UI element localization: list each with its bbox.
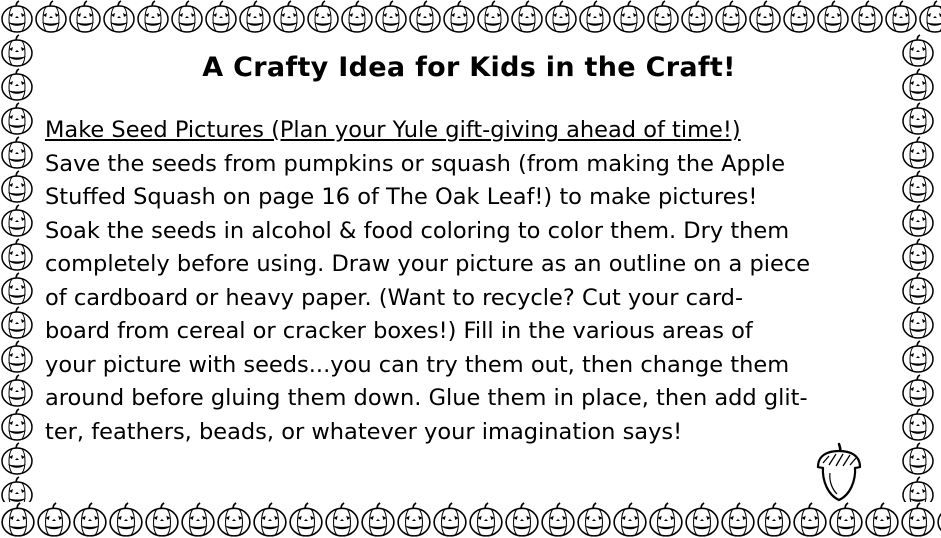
body-line: Save the seeds from pumpkins or squash (from making the Apple xyxy=(45,150,786,177)
jack-o-lantern-icon xyxy=(102,0,136,34)
jack-o-lantern-icon xyxy=(0,374,34,408)
pumpkin-border-right xyxy=(901,34,941,502)
jack-o-lantern-icon xyxy=(68,0,102,34)
jack-o-lantern-icon xyxy=(828,502,864,538)
jack-o-lantern-icon xyxy=(306,0,340,34)
jack-o-lantern-icon xyxy=(0,476,34,502)
body-line: completely before using. Draw your picture as an outline on a piece xyxy=(45,251,811,277)
jack-o-lantern-icon xyxy=(0,0,34,34)
jack-o-lantern-icon xyxy=(578,0,612,34)
body-line: board from cereal or cracker boxes!) Fill in the various areas of xyxy=(45,318,753,344)
jack-o-lantern-icon xyxy=(216,502,252,538)
jack-o-lantern-icon xyxy=(918,0,941,34)
jack-o-lantern-icon xyxy=(252,502,288,538)
jack-o-lantern-icon xyxy=(0,306,34,340)
jack-o-lantern-icon xyxy=(901,306,935,340)
jack-o-lantern-icon xyxy=(901,476,935,502)
jack-o-lantern-icon xyxy=(408,0,442,34)
jack-o-lantern-icon xyxy=(272,0,306,34)
jack-o-lantern-icon xyxy=(136,0,170,34)
jack-o-lantern-icon xyxy=(0,170,34,204)
jack-o-lantern-icon xyxy=(72,502,108,538)
body-line: of cardboard or heavy paper. (Want to recycle? Cut your card- xyxy=(45,284,744,311)
jack-o-lantern-icon xyxy=(510,0,544,34)
jack-o-lantern-icon xyxy=(36,502,72,538)
jack-o-lantern-icon xyxy=(748,0,782,34)
jack-o-lantern-icon xyxy=(442,0,476,34)
jack-o-lantern-icon xyxy=(0,340,34,374)
jack-o-lantern-icon xyxy=(544,0,578,34)
jack-o-lantern-icon xyxy=(901,442,935,476)
jack-o-lantern-icon xyxy=(901,374,935,408)
jack-o-lantern-icon xyxy=(782,0,816,34)
jack-o-lantern-icon xyxy=(204,0,238,34)
jack-o-lantern-icon xyxy=(901,408,935,442)
jack-o-lantern-icon xyxy=(864,502,900,538)
body-line: Stuffed Squash on page 16 of The Oak Leaf!) to make pictures! xyxy=(45,184,758,210)
jack-o-lantern-icon xyxy=(180,502,216,538)
jack-o-lantern-icon xyxy=(468,502,504,538)
jack-o-lantern-icon xyxy=(612,502,648,538)
jack-o-lantern-icon xyxy=(850,0,884,34)
jack-o-lantern-icon xyxy=(0,68,34,102)
body-line: around before gluing them down. Glue them in place, then add glit- xyxy=(45,385,808,411)
jack-o-lantern-icon xyxy=(0,238,34,272)
jack-o-lantern-icon xyxy=(901,102,935,136)
jack-o-lantern-icon xyxy=(901,136,935,170)
jack-o-lantern-icon xyxy=(612,0,646,34)
jack-o-lantern-icon xyxy=(648,502,684,538)
jack-o-lantern-icon xyxy=(576,502,612,538)
jack-o-lantern-icon xyxy=(936,502,941,538)
content-area xyxy=(40,40,898,500)
jack-o-lantern-icon xyxy=(680,0,714,34)
body-text xyxy=(45,114,895,449)
jack-o-lantern-icon xyxy=(0,502,36,538)
pumpkin-border-top xyxy=(0,0,941,34)
body-line: ter, feathers, beads, or whatever your imagination says! xyxy=(45,418,683,445)
jack-o-lantern-icon xyxy=(901,272,935,306)
jack-o-lantern-icon xyxy=(0,136,34,170)
jack-o-lantern-icon xyxy=(884,0,918,34)
jack-o-lantern-icon xyxy=(476,0,510,34)
jack-o-lantern-icon xyxy=(720,502,756,538)
jack-o-lantern-icon xyxy=(684,502,720,538)
jack-o-lantern-icon xyxy=(901,340,935,374)
jack-o-lantern-icon xyxy=(0,34,34,68)
acorn-icon xyxy=(814,441,864,503)
jack-o-lantern-icon xyxy=(646,0,680,34)
jack-o-lantern-icon xyxy=(901,204,935,238)
jack-o-lantern-icon xyxy=(238,0,272,34)
jack-o-lantern-icon xyxy=(0,204,34,238)
section-heading: Make Seed Pictures (Plan your Yule gift-giving ahead of time!) xyxy=(45,117,741,143)
jack-o-lantern-icon xyxy=(901,34,935,68)
jack-o-lantern-icon xyxy=(792,502,828,538)
jack-o-lantern-icon xyxy=(34,0,68,34)
jack-o-lantern-icon xyxy=(900,502,936,538)
pumpkin-border-bottom xyxy=(0,502,941,538)
jack-o-lantern-icon xyxy=(0,272,34,306)
jack-o-lantern-icon xyxy=(901,68,935,102)
jack-o-lantern-icon xyxy=(901,170,935,204)
jack-o-lantern-icon xyxy=(108,502,144,538)
jack-o-lantern-icon xyxy=(360,502,396,538)
jack-o-lantern-icon xyxy=(816,0,850,34)
jack-o-lantern-icon xyxy=(144,502,180,538)
jack-o-lantern-icon xyxy=(0,102,34,136)
body-line: your picture with seeds...you can try them out, then change them xyxy=(45,351,790,378)
jack-o-lantern-icon xyxy=(340,0,374,34)
jack-o-lantern-icon xyxy=(901,238,935,272)
jack-o-lantern-icon xyxy=(288,502,324,538)
jack-o-lantern-icon xyxy=(540,502,576,538)
jack-o-lantern-icon xyxy=(714,0,748,34)
jack-o-lantern-icon xyxy=(374,0,408,34)
jack-o-lantern-icon xyxy=(756,502,792,538)
jack-o-lantern-icon xyxy=(170,0,204,34)
jack-o-lantern-icon xyxy=(324,502,360,538)
page-title: A Crafty Idea for Kids in the Craft! xyxy=(202,52,736,83)
body-line: Soak the seeds in alcohol & food coloring to color them. Dry them xyxy=(45,217,790,244)
jack-o-lantern-icon xyxy=(0,408,34,442)
pumpkin-border-left xyxy=(0,34,40,502)
jack-o-lantern-icon xyxy=(432,502,468,538)
jack-o-lantern-icon xyxy=(0,442,34,476)
jack-o-lantern-icon xyxy=(504,502,540,538)
jack-o-lantern-icon xyxy=(396,502,432,538)
